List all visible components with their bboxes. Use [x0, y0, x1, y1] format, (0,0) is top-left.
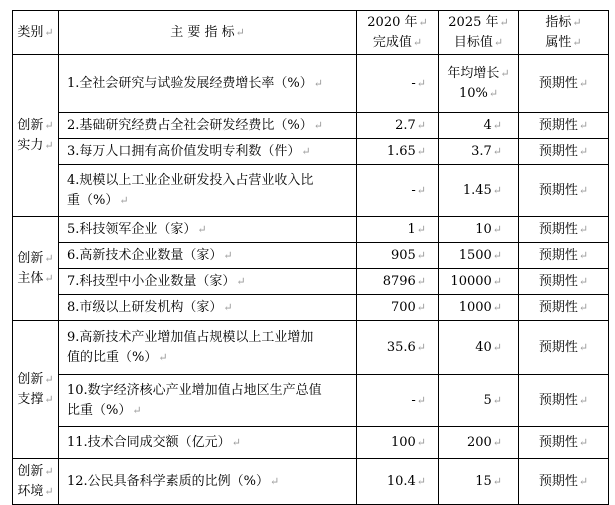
header-category: 类别↵	[13, 11, 59, 55]
value-2020-cell: 1.65↵	[357, 139, 439, 165]
header-2025: 2025 年↵ 目标值↵	[439, 11, 519, 55]
value-2025-cell: 1000↵	[439, 295, 519, 321]
attribute-cell: 预期性↵	[519, 459, 609, 505]
category-cell: 创新↵ 环境↵	[13, 459, 59, 505]
table-row	[13, 217, 609, 243]
attribute-cell: 预期性↵	[519, 55, 609, 113]
indicator-cell: 1.全社会研究与试验发展经费增长率（%）↵	[59, 55, 357, 113]
indicator-cell: 11.技术合同成交额（亿元）↵	[59, 427, 357, 459]
value-2025-cell: 10↵	[439, 217, 519, 243]
indicator-cell: 5.科技领军企业（家）↵	[59, 217, 357, 243]
header-row	[13, 11, 609, 55]
value-2020-cell: 1↵	[357, 217, 439, 243]
value-2025-cell: 15↵	[439, 459, 519, 505]
indicator-cell: 4.规模以上工业企业研发投入占营业收入比 重（%）↵	[59, 165, 357, 217]
value-2020-cell: 100↵	[357, 427, 439, 459]
indicator-table	[12, 10, 609, 505]
indicator-cell: 10.数字经济核心产业增加值占地区生产总值 比重（%）↵	[59, 375, 357, 427]
table-row	[13, 165, 609, 217]
value-2020-cell: 700↵	[357, 295, 439, 321]
attribute-cell: 预期性↵	[519, 217, 609, 243]
category-cell: 创新↵ 支撑↵	[13, 321, 59, 459]
attribute-cell: 预期性↵	[519, 269, 609, 295]
header-attribute: 指标↵ 属性↵	[519, 11, 609, 55]
value-2025-cell: 1.45↵	[439, 165, 519, 217]
value-2020-cell: -↵	[357, 375, 439, 427]
table-row	[13, 269, 609, 295]
value-2025-cell: 10000↵	[439, 269, 519, 295]
value-2020-cell: -↵	[357, 55, 439, 113]
value-2020-cell: 2.7↵	[357, 113, 439, 139]
table-row	[13, 375, 609, 427]
value-2025-cell: 年均增长↵ 10%↵	[439, 55, 519, 113]
value-2025-cell: 1500↵	[439, 243, 519, 269]
value-2025-cell: 4↵	[439, 113, 519, 139]
value-2025-cell: 5↵	[439, 375, 519, 427]
attribute-cell: 预期性↵	[519, 113, 609, 139]
attribute-cell: 预期性↵	[519, 165, 609, 217]
table-row	[13, 55, 609, 113]
value-2025-cell: 3.7↵	[439, 139, 519, 165]
indicator-cell: 12.公民具备科学素质的比例（%）↵	[59, 459, 357, 505]
attribute-cell: 预期性↵	[519, 427, 609, 459]
value-2025-cell: 40↵	[439, 321, 519, 375]
table-row	[13, 321, 609, 375]
table-row	[13, 427, 609, 459]
indicator-cell: 3.每万人口拥有高价值发明专利数（件）↵	[59, 139, 357, 165]
indicator-cell: 9.高新技术产业增加值占规模以上工业增加 值的比重（%）↵	[59, 321, 357, 375]
attribute-cell: 预期性↵	[519, 295, 609, 321]
header-indicator: 主 要 指 标↵	[59, 11, 357, 55]
value-2020-cell: -↵	[357, 165, 439, 217]
table-row	[13, 295, 609, 321]
indicator-cell: 8.市级以上研发机构（家）↵	[59, 295, 357, 321]
table-row	[13, 243, 609, 269]
attribute-cell: 预期性↵	[519, 243, 609, 269]
category-cell: 创新↵ 主体↵	[13, 217, 59, 321]
indicator-cell: 7.科技型中小企业数量（家）↵	[59, 269, 357, 295]
value-2020-cell: 35.6↵	[357, 321, 439, 375]
table-row	[13, 113, 609, 139]
value-2025-cell: 200↵	[439, 427, 519, 459]
attribute-cell: 预期性↵	[519, 375, 609, 427]
value-2020-cell: 10.4↵	[357, 459, 439, 505]
table-row	[13, 139, 609, 165]
header-2020: 2020 年↵ 完成值↵	[357, 11, 439, 55]
indicator-cell: 6.高新技术企业数量（家）↵	[59, 243, 357, 269]
category-cell: 创新↵ 实力↵	[13, 55, 59, 217]
attribute-cell: 预期性↵	[519, 321, 609, 375]
attribute-cell: 预期性↵	[519, 139, 609, 165]
value-2020-cell: 905↵	[357, 243, 439, 269]
indicator-cell: 2.基础研究经费占全社会研发经费比（%）↵	[59, 113, 357, 139]
value-2020-cell: 8796↵	[357, 269, 439, 295]
